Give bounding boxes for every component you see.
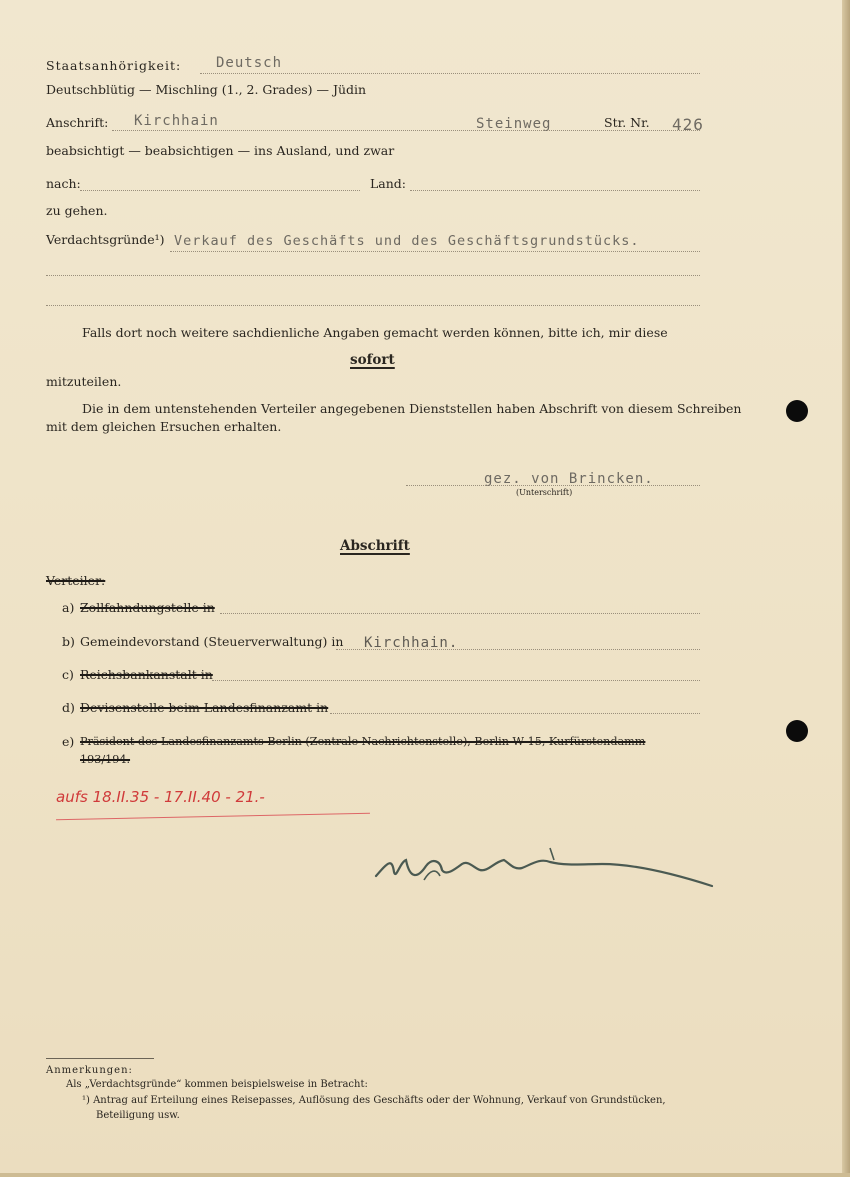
verteiler-label: Verteiler: xyxy=(46,573,106,588)
footnote-rule xyxy=(46,1058,154,1059)
dienststellen-line1: Die in dem untenstehenden Verteiler angegebenen Dienststellen haben Abschrift von diesem Schreiben xyxy=(82,401,742,416)
land-label: Land: xyxy=(370,176,407,191)
sofort-word: sofort xyxy=(350,352,395,368)
footnote-line3: Beteiligung usw. xyxy=(96,1110,180,1121)
verdachtsgruende-value: Verkauf des Geschäfts und des Geschäftsgrundstücks. xyxy=(174,233,640,249)
staatsangehoerigkeit-label: Staatsanhörigkeit: xyxy=(46,58,182,73)
beabsichtigt-line: beabsichtigt — beabsichtigen — ins Ausland, und zwar xyxy=(46,143,395,158)
abschrift-heading: Abschrift xyxy=(340,538,410,554)
anschrift-label: Anschrift: xyxy=(46,115,109,130)
signature-label: (Unterschrift) xyxy=(516,488,573,497)
punch-hole-top xyxy=(786,400,808,422)
red-pencil-note: aufs 18.II.35 - 17.II.40 - 21.- xyxy=(56,788,265,806)
dienststellen-line2: mit dem gleichen Ersuchen erhalten. xyxy=(46,419,282,434)
anschrift-ort: Kirchhain xyxy=(134,113,219,129)
dotted-line xyxy=(46,275,700,276)
verteiler-item-d-key: d) xyxy=(62,700,75,715)
verteiler-item-b-text: Gemeindevorstand (Steuerverwaltung) in xyxy=(80,634,344,649)
dotted-line xyxy=(330,713,700,714)
dotted-line xyxy=(170,251,700,252)
footnote-heading: Anmerkungen: xyxy=(46,1065,133,1076)
dotted-line xyxy=(112,130,700,131)
dotted-line xyxy=(336,649,700,650)
falls-line: Falls dort noch weitere sachdienliche Angaben gemacht werden können, bitte ich, mir diese xyxy=(82,325,668,340)
verteiler-item-d-text: Devisenstelle beim Landesfinanzamt in xyxy=(80,700,329,715)
mitzuteilen: mitzuteilen. xyxy=(46,374,122,389)
dotted-line xyxy=(46,305,700,306)
verdachtsgruende-label: Verdachtsgründe¹) xyxy=(46,232,165,247)
handwritten-signature xyxy=(370,840,730,900)
red-pencil-underline xyxy=(56,813,370,821)
str-nr-label: Str. Nr. xyxy=(604,115,650,130)
paper-edge-bottom xyxy=(0,1173,850,1177)
verteiler-item-b-key: b) xyxy=(62,634,75,649)
anschrift-strasse: Steinweg xyxy=(476,116,552,132)
verteiler-item-a-text: Zollfahndungstelle in xyxy=(80,600,215,615)
zu-gehen: zu gehen. xyxy=(46,203,108,218)
verteiler-item-e-key: e) xyxy=(62,734,75,749)
paper-edge-right xyxy=(842,0,850,1177)
punch-hole-bottom xyxy=(786,720,808,742)
dotted-line xyxy=(220,613,700,614)
verteiler-item-c-key: c) xyxy=(62,667,74,682)
staatsangehoerigkeit-value: Deutsch xyxy=(216,55,283,71)
verteiler-item-e-text2: 193/194. xyxy=(80,753,131,766)
dotted-line xyxy=(406,485,700,486)
verteiler-item-a-key: a) xyxy=(62,600,75,615)
verteiler-item-b-value: Kirchhain. xyxy=(364,635,459,651)
dotted-line xyxy=(200,73,700,74)
hausnummer: 426 xyxy=(672,115,704,134)
abstammung-line: Deutschblütig — Mischling (1., 2. Grades) — Jüdin xyxy=(46,82,367,97)
dotted-line xyxy=(80,190,360,191)
footnote-line1: Als „Verdachtsgründe“ kommen beispielsweise in Betracht: xyxy=(66,1079,368,1090)
verteiler-item-e-text: Präsident des Landesfinanzamts Berlin (Zentrale Nachrichtenstelle), Berlin W 15, Kurfürstendamm xyxy=(80,735,646,748)
verteiler-item-c-text: Reichsbankanstalt in xyxy=(80,667,213,682)
dotted-line xyxy=(410,190,700,191)
signature-typed: gez. von Brincken. xyxy=(484,471,654,487)
dotted-line xyxy=(212,680,700,681)
footnote-line2: ¹) Antrag auf Erteilung eines Reisepasses, Auflösung des Geschäfts oder der Wohnung, Verkauf von Grundstücken, xyxy=(82,1095,666,1106)
nach-label: nach: xyxy=(46,176,81,191)
